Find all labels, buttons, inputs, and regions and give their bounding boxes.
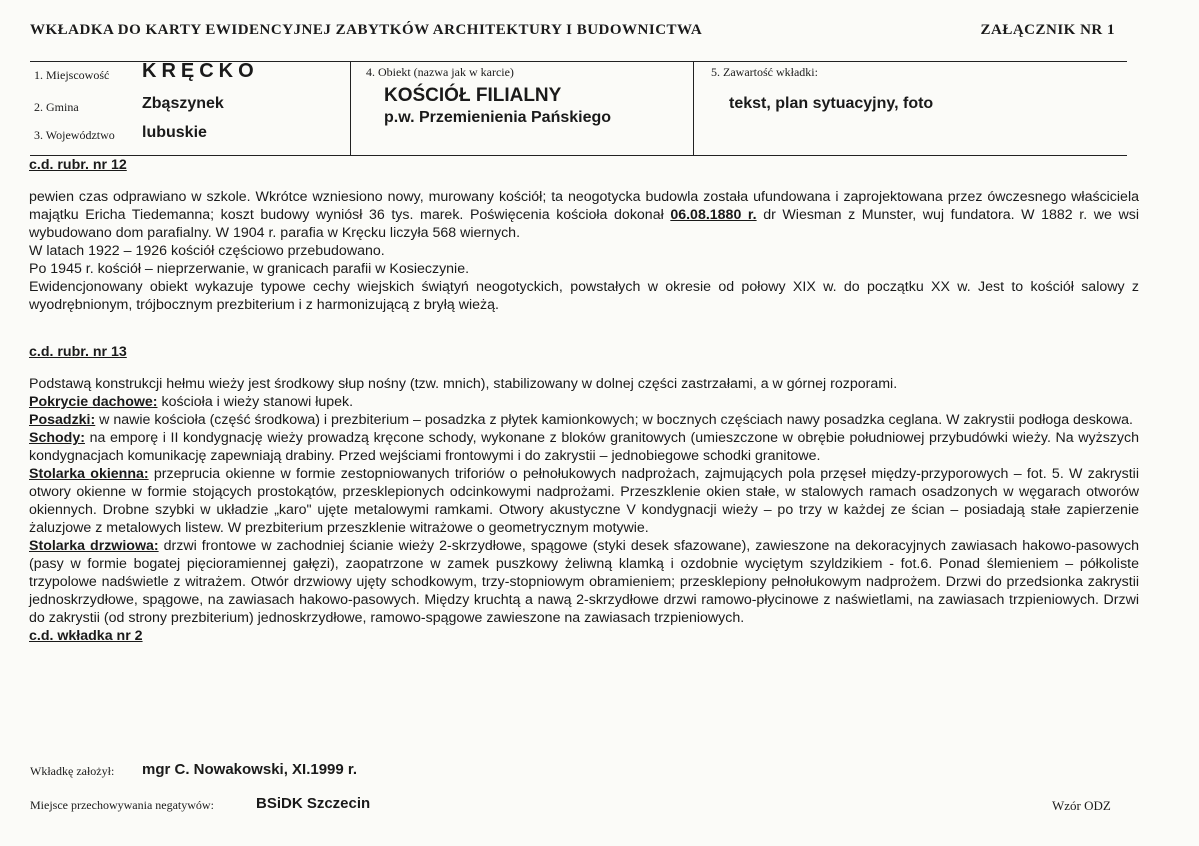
wojewodztwo-value: lubuskie — [142, 124, 207, 141]
zawartosc-value: tekst, plan sytuacyjny, foto — [729, 95, 934, 112]
section-12-paragraph-1: pewien czas odprawiano w szkole. Wkrótce wzniesiono nowy, murowany kościół; ta neogotycka budowla została ufundowana i zaprojektowana przez ówczesnego właściciela majątku Ericha Tiedemanna; koszt budowy wyniósł 36 tys. marek. Poświęcenia kościoła dokonał 06.08.1880 r. dr Wiesman z Munster, wuj fundatora. W 1882 r. we wsi wybudowano dom parafialny. W 1904 r. parafia w Kręcku liczyła 568 wiernych. — [29, 189, 1139, 241]
object-box — [350, 62, 694, 155]
form-title: WKŁADKA DO KARTY EWIDENCYJNEJ ZABYTKÓW ARCHITEKTURY I BUDOWNICTWA — [30, 22, 703, 38]
section-13-paragraph-1: Podstawą konstrukcji hełmu wieży jest środkowy słup nośny (tzw. mnich), stabilizowany w dolnej części zastrzałami, a w górnej rozporami. — [29, 376, 898, 392]
gmina-label: 2. Gmina — [34, 100, 79, 114]
miejscowosc-value: KRĘCKO — [142, 60, 259, 82]
section-12-paragraph-4: Ewidencjonowany obiekt wykazuje typowe cechy wiejskich świątyń neogotyckich, powstałych w okresie od połowy XIX w. do początku XX w. Jest to kościół salowy z wyodrębnionym, trójbocznym prezbiterium i z harmonizującą z bryłą wieżą. — [29, 279, 1139, 313]
gmina-value: Zbąszynek — [142, 95, 224, 112]
section-12-title: c.d. rubr. nr 12 — [29, 157, 127, 173]
section-12-paragraph-3: Po 1945 r. kościół – nieprzerwanie, w granicach parafii w Kosieczynie. — [29, 261, 470, 277]
miejscowosc-label: 1. Miejscowość — [34, 68, 110, 82]
pokrycie-heading: Pokrycie dachowe: — [29, 394, 158, 410]
stolarka-okienna-heading: Stolarka okienna: — [29, 466, 149, 482]
wojewodztwo-label: 3. Województwo — [34, 128, 115, 142]
zalozyl-label: Wkładkę założył: — [30, 764, 115, 778]
schody-paragraph: Schody: na emporę i II kondygnację wieży prowadzą kręcone schody, wykonane z bloków granitowych (umieszczone w obrębie południowej przybudówki wieży. Na wyższych kondygnacjach komunikację zapewniają drabiny. Przed wejściami frontowymi i do zakrystii – jednobiegowe schodki granitowe. — [29, 430, 1139, 464]
stolarka-okienna-paragraph: Stolarka okienna: przeprucia okienne w formie zestopniowanych triforiów o pełnołukowych nadprożach, zajmujących pola przęseł między-przyporowych – fot. 5. W zakrystii otwory okienne w formie stojących prostokątów, przesklepionych odcinkowymi nadprożami. Przeszklenie okien stałe, w stalowych ramach osadzonych w węgarach otworów okiennych. Drobne szybki w układzie „karo" ujęte metalowymi ramkami. Otwory akustyczne V kondygnacji wieży – po trzy w każdej ze ścian – posiadają stałe zapierzenie żaluzjowe z metalowych listew. W prezbiterium przeszklenie witrażowe o geometrycznym motywie. — [29, 466, 1139, 536]
section-12 — [29, 156, 1139, 314]
posadzki-heading: Posadzki: — [29, 412, 96, 428]
consecration-date: 06.08.1880 r. — [670, 207, 757, 223]
obiekt-label: 4. Obiekt (nazwa jak w karcie) — [366, 65, 514, 79]
form-pattern-label: Wzór ODZ — [1052, 798, 1111, 813]
negatywy-label: Miejsce przechowywania negatywów: — [30, 798, 214, 812]
posadzki-paragraph: Posadzki: w nawie kościoła (część środkowa) i prezbiterium – posadzka z płytek kamionkowych; w bocznych częściach nawy posadzka ceglana. W zakrystii podłoga deskowa. — [29, 412, 1133, 428]
continued-reference: c.d. wkładka nr 2 — [29, 628, 143, 644]
schody-heading: Schody: — [29, 430, 85, 446]
obiekt-value: KOŚCIÓŁ FILIALNY — [384, 85, 562, 106]
pokrycie-paragraph: Pokrycie dachowe: kościoła i wieży stanowi łupek. — [29, 394, 354, 410]
zawartosc-label: 5. Zawartość wkładki: — [711, 65, 818, 79]
negatywy-value: BSiDK Szczecin — [256, 795, 371, 812]
stolarka-drzwiowa-heading: Stolarka drzwiowa: — [29, 538, 159, 554]
section-13 — [29, 343, 1139, 645]
annex-number: ZAŁĄCZNIK NR 1 — [980, 22, 1115, 38]
stolarka-drzwiowa-paragraph: Stolarka drzwiowa: drzwi frontowe w zachodniej ścianie wieży 2-skrzydłowe, spągowe (styki desek sfazowane), zawieszone na dekoracyjnych zawiasach hakowo-pasowych (pasy w formie bogatej pięcioramiennej gałęzi), zaopatrzone w zamek puszkowy żeliwną klamką i ozdobnie wyciętym szyldzikiem - fot.6. Ponad ślemieniem – półkoliste trzypolowe nadświetle z witrażem. Otwór drzwiowy ujęty schodkowym, trzy-stopniowym obramieniem; przesklepiony pełnołukowym nadprożem. Drzwi do przedsionka zakrystii jednoskrzydłowe, spągowe, na zawiasach hakowo-pasowych. Między kruchtą a nawą 2-skrzydłowe drzwi ramowo-płycinowe z naświetlami, na zawiasach trzpieniowych. Drzwi do zakrystii (od strony prezbiterium) jednoskrzydłowe, ramowo-spągowe zawieszone na zawiasach trzpieniowych. — [29, 538, 1139, 626]
location-box — [30, 62, 351, 155]
zalozyl-value: mgr C. Nowakowski, XI.1999 r. — [142, 761, 358, 778]
section-13-title: c.d. rubr. nr 13 — [29, 344, 127, 360]
section-12-paragraph-2: W latach 1922 – 1926 kościół częściowo przebudowano. — [29, 243, 385, 259]
contents-box — [693, 62, 1127, 155]
obiekt-subtitle: p.w. Przemienienia Pańskiego — [384, 109, 612, 126]
